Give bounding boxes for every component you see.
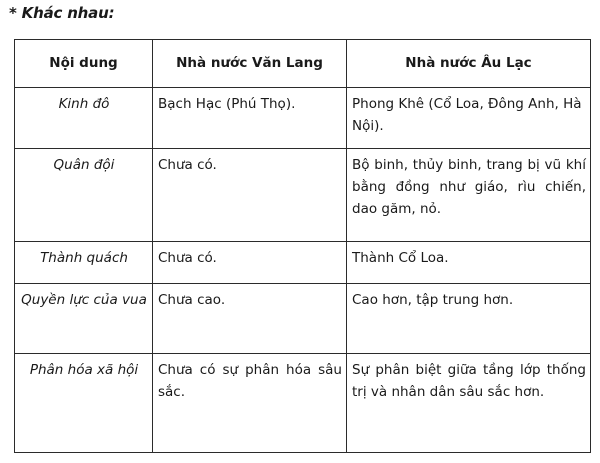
row-topic: Quyền lực của vua xyxy=(15,283,153,353)
table-row xyxy=(15,87,591,148)
table-header-row xyxy=(15,40,591,88)
au-lac-cell: Phong Khê (Cổ Loa, Đông Anh, Hà Nội). xyxy=(347,87,591,148)
row-topic: Thành quách xyxy=(15,242,153,284)
van-lang-cell: Bạch Hạc (Phú Thọ). xyxy=(153,87,347,148)
row-topic: Kinh đô xyxy=(15,87,153,148)
au-lac-cell: Bộ binh, thủy binh, trang bị vũ khí bằng đồng như giáo, rìu chiến, dao găm, nỏ. xyxy=(347,148,591,242)
van-lang-cell: Chưa có. xyxy=(153,242,347,284)
header-au-lac: Nhà nước Âu Lạc xyxy=(347,40,591,88)
row-topic: Phân hóa xã hội xyxy=(15,353,153,452)
header-van-lang: Nhà nước Văn Lang xyxy=(153,40,347,88)
table-row xyxy=(15,242,591,284)
au-lac-cell: Sự phân biệt giữa tầng lớp thống trị và nhân dân sâu sắc hơn. xyxy=(347,353,591,452)
header-content: Nội dung xyxy=(15,40,153,88)
section-heading: * Khác nhau: xyxy=(9,4,115,22)
van-lang-cell: Chưa có. xyxy=(153,148,347,242)
table-row xyxy=(15,283,591,353)
row-topic: Quân đội xyxy=(15,148,153,242)
comparison-table xyxy=(14,39,591,453)
van-lang-cell: Chưa cao. xyxy=(153,283,347,353)
table-row xyxy=(15,148,591,242)
table-row xyxy=(15,353,591,452)
van-lang-cell: Chưa có sự phân hóa sâu sắc. xyxy=(153,353,347,452)
au-lac-cell: Cao hơn, tập trung hơn. xyxy=(347,283,591,353)
au-lac-cell: Thành Cổ Loa. xyxy=(347,242,591,284)
